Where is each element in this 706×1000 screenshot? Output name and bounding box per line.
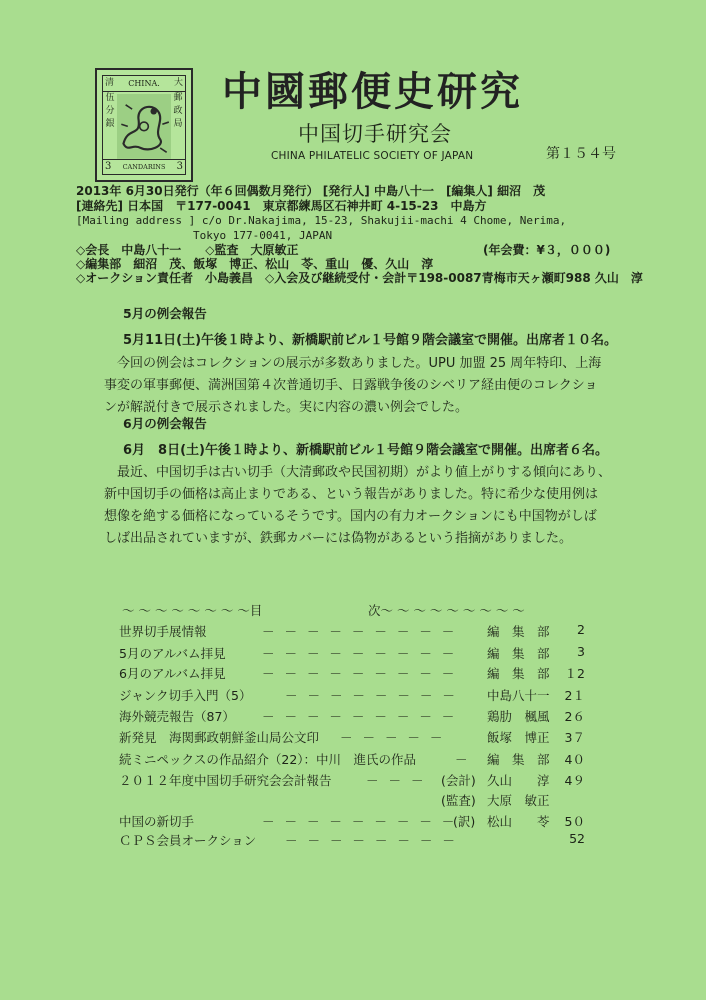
toc-author: 編 集 部 — [487, 646, 550, 661]
toc-title: 5月のアルバム拝見 — [119, 646, 226, 661]
officers-line: ◇会長 中島八十一 ◇監査 大原敏正 — [76, 243, 299, 257]
stamp-top-text: 清 CHINA. 大 — [103, 76, 185, 92]
toc-page: 3 — [577, 644, 585, 659]
toc-author: 飯塚 博正 — [487, 730, 550, 745]
toc-row — [0, 644, 706, 666]
publication-line: 2013年 6月30日発行（年６回偶数月発行） [発行人] 中島八十一 [編集人] 細沼 茂 — [76, 184, 546, 198]
toc-role: (監査) — [441, 793, 476, 808]
toc-page: 4９ — [564, 773, 585, 788]
toc-author: 編 集 部 — [487, 752, 550, 767]
toc-page: 2６ — [564, 709, 585, 724]
toc-author: 久山 淳 — [487, 773, 550, 788]
toc-author: 大原 敏正 — [487, 793, 550, 808]
toc-dashes: － － － － － － － － － — [262, 624, 458, 639]
toc-title: 6月のアルバム拝見 — [119, 666, 226, 681]
toc-row — [0, 622, 706, 644]
toc-row — [0, 750, 706, 772]
toc-title: ＣＰＳ会員オークション — [119, 833, 257, 848]
toc-row — [0, 831, 706, 853]
toc-dashes: － － － — [366, 773, 427, 788]
june-report-line: 新中国切手の価格は高止まりである、という報告がありました。特に希少な使用例は — [104, 487, 599, 502]
toc-row — [0, 707, 706, 729]
toc-role: (訳) — [453, 814, 476, 829]
toc-page: １2 — [564, 666, 585, 681]
toc-row — [0, 664, 706, 686]
auction-line: ◇オークション責任者 小島義昌 ◇入会及び継続受付・会計〒198-0087青梅市天ヶ瀬町988 久山 淳 — [76, 271, 643, 285]
toc-author: 編 集 部 — [487, 624, 550, 639]
may-report-line: ンが解説付きで展示されました。実に内容の濃い例会でした。 — [104, 400, 469, 415]
toc-dashes: － － － － － － － － － — [262, 666, 458, 681]
toc-row — [0, 771, 706, 793]
editors-line: ◇編集部 細沼 茂、飯塚 博正、松山 苓、重山 優、久山 淳 — [76, 257, 434, 271]
mailing-address-line: [Mailing address ] c/o Dr.Nakajima, 15-23, Shakujii-machi 4 Chome, Nerima, — [76, 214, 567, 227]
may-report-heading: 5月の例会報告 — [123, 306, 207, 321]
toc-dashes: － － － － － － － － － — [262, 646, 458, 661]
dragon-icon — [117, 94, 171, 159]
toc-author: 鶏肋 楓風 — [487, 709, 550, 724]
stamp-right-chars: 郵政局 — [173, 93, 183, 129]
toc-page: 3７ — [564, 730, 585, 745]
toc-title: 続ミニペックスの作品紹介（22）：中川 進氏の作品 — [119, 752, 417, 767]
toc-title: ジャンク切手入門（5） — [119, 688, 252, 703]
may-report-line: 事変の軍事郵便、満洲国第４次普通切手、日露戦争後のシベリア経由便のコレクショ — [104, 378, 598, 393]
toc-dashes: － － － － － － － － － — [262, 709, 458, 724]
toc-header-left: ～ ～ ～ ～ ～ ～ ～ ～目 — [122, 603, 263, 618]
toc-page: 2１ — [564, 688, 585, 703]
toc-dashes: － － － － － — [340, 730, 446, 745]
may-report-line: 今回の例会はコレクションの展示が多数ありました。UPU 加盟 25 周年特印、上海 — [104, 356, 602, 371]
page-title: 中國郵便史研究 — [222, 69, 523, 115]
june-report-line: 6月 8日(土)午後１時より、新橋駅前ビル１号館９階会議室で開催。出席者６名。 — [123, 443, 608, 458]
may-report-line: 5月11日(土)午後１時より、新橋駅前ビル１号館９階会議室で開催。出席者１０名。 — [123, 333, 618, 348]
toc-page: 4０ — [564, 752, 585, 767]
toc-title: ２０１２年度中国切手研究会会計報告 — [119, 773, 332, 788]
toc-page: 52 — [569, 831, 585, 846]
toc-author: 松山 苓 — [487, 814, 550, 829]
june-report-heading: 6月の例会報告 — [123, 416, 207, 431]
toc-role: (会計) — [441, 773, 476, 788]
stamp-left-chars: 伍分銀 — [105, 93, 115, 129]
annual-fee: (年会費：¥３，０００) — [483, 243, 611, 257]
toc-page: 2 — [577, 622, 585, 637]
issue-number: 第１５４号 — [546, 146, 616, 162]
toc-title: 新発見 海関郵政朝鮮釜山局公文印 — [119, 730, 320, 745]
stamp-logo — [95, 68, 193, 182]
toc-author: 中島八十一 — [487, 688, 550, 703]
stamp-bottom-text: 3 CANDARINS 3 — [105, 161, 183, 172]
june-report-line: 最近、中国切手は古い切手（大清郵政や民国初期）がより値上がりする傾向にあり、 — [104, 465, 612, 480]
toc-title: 海外競売報告（87） — [119, 709, 235, 724]
toc-dashes: － — [455, 752, 471, 767]
toc-row — [0, 728, 706, 750]
toc-header-right: 次～ ～ ～ ～ ～ ～ ～ ～ ～ — [368, 603, 525, 618]
society-name-en: CHINA PHILATELIC SOCIETY OF JAPAN — [271, 150, 474, 162]
mailing-address-line-2: Tokyo 177-0041, JAPAN — [193, 229, 333, 242]
toc-row — [0, 791, 706, 813]
toc-title: 世界切手展情報 — [119, 624, 207, 639]
contact-line: [連絡先] 日本国 〒177-0041 東京都練馬区石神井町 4-15-23 中島方 — [76, 199, 487, 213]
june-report-line: 想像を絶する価格になっているそうです。国内の有力オークションにも中国物がしば — [104, 509, 597, 524]
society-name: 中国切手研究会 — [298, 122, 452, 146]
toc-row — [0, 686, 706, 708]
toc-page: 5０ — [564, 814, 585, 829]
toc-title: 中国の新切手 — [119, 814, 195, 829]
toc-dashes: － － － － － － － － — [285, 833, 458, 848]
toc-dashes: － － － － － － － － — [285, 688, 458, 703]
toc-author: 編 集 部 — [487, 666, 550, 681]
june-report-line: しば出品されていますが、鉄郵カバーには偽物があるという指摘がありました。 — [104, 531, 573, 546]
toc-dashes: － － － － － － － － － — [262, 814, 458, 829]
